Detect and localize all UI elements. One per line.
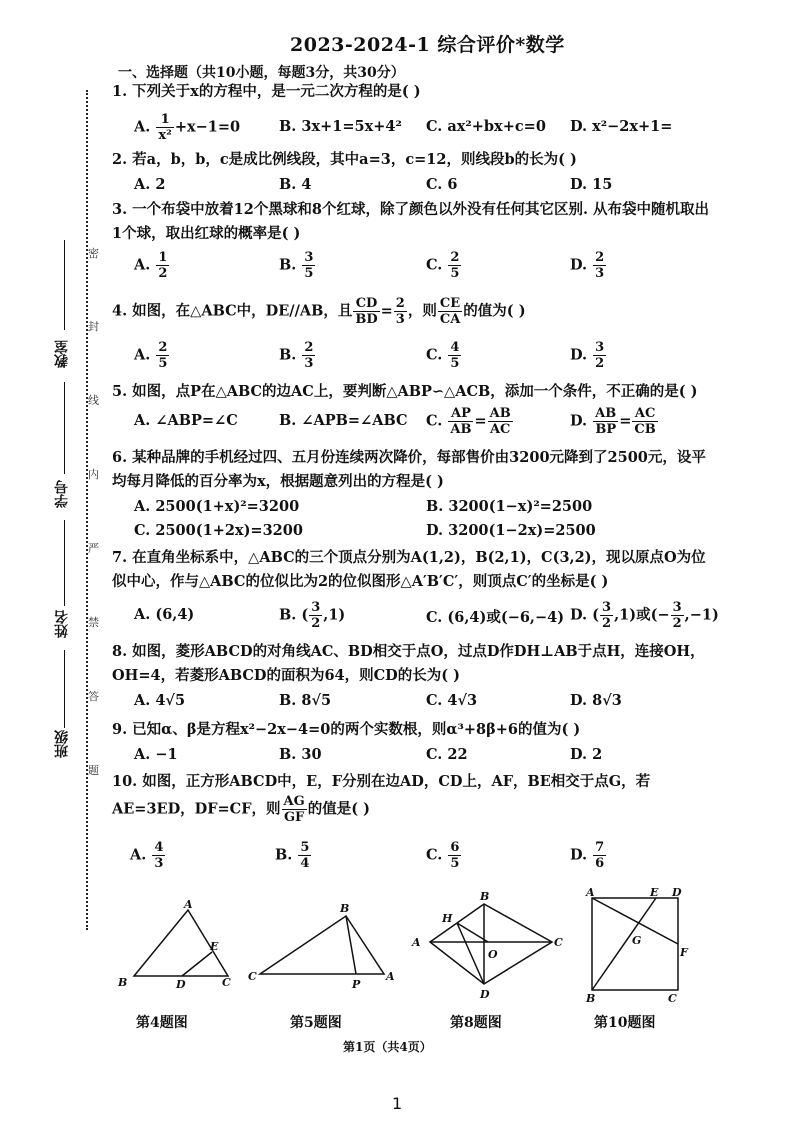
option-d[interactable]: D. 3200(1−2x)=2500 <box>426 522 596 539</box>
option-c[interactable]: C. 22 <box>426 746 468 763</box>
student-info-margin <box>40 330 90 790</box>
seal-word: 密 <box>88 247 99 260</box>
option-d[interactable]: D. 8√3 <box>570 692 622 709</box>
option-b[interactable]: B. $\frac{2}{3}$ <box>279 340 314 371</box>
question-7: 7. 在直角坐标系中，△ABC的三个顶点分别为A(1,2)，B(2,1)，C(3,2)，现以原点O为位似中心，作与△ABC的位似比为2的位似图形△A′B′C′，则顶点C′的坐标是( ) <box>112 549 706 590</box>
option-c[interactable]: C. 4√3 <box>426 692 478 709</box>
option-a[interactable]: A. 2500(1+x)²=3200 <box>134 498 300 515</box>
point-label: A <box>184 898 193 911</box>
figures-row <box>112 886 712 1010</box>
room-label: 教室 <box>54 340 70 368</box>
question-10: 10. 如图，正方形ABCD中，E，F分别在边AD，CD上，AF，BE相交于点G，若AE=3ED，DF=CF，则 $\frac{AG}{GF}$ 的值是( ) <box>112 773 651 825</box>
seal-word: 线 <box>88 394 99 407</box>
class-label: 班级 <box>54 730 70 758</box>
point-label: D <box>176 978 186 991</box>
question-1: 1. 下列关于x的方程中，是一元二次方程的是( ) <box>112 83 421 100</box>
option-d[interactable]: D. $\frac{7}{6}$ <box>570 840 605 871</box>
id-fill-line[interactable] <box>64 382 65 474</box>
point-label: E <box>210 940 219 953</box>
option-c[interactable]: C. 6 <box>426 176 458 193</box>
seal-word: 严 <box>88 542 99 555</box>
section-heading: 一、选择题（共10小题，每题3分，共30分） <box>118 65 405 81</box>
point-label: D <box>480 988 490 1001</box>
option-a[interactable]: A. ∠ABP=∠C <box>134 412 238 429</box>
option-c[interactable]: C. $\frac{AP}{AB}$ = $\frac{AB}{AC}$ <box>426 406 511 437</box>
option-b[interactable]: B. ( $\frac{3}{2}$ ,1) <box>279 600 346 631</box>
figure-10-labels <box>585 886 689 1005</box>
option-a[interactable]: A. (6,4) <box>134 606 195 623</box>
point-label: A <box>586 886 595 899</box>
option-c[interactable]: C. ax²+bx+c=0 <box>426 118 546 135</box>
option-c[interactable]: C. 2500(1+2x)=3200 <box>134 522 303 539</box>
option-d[interactable]: D. 2 <box>570 746 603 763</box>
question-9: 9. 已知α、β是方程x²−2x−4=0的两个实数根，则α³+8β+6的值为( ) <box>112 721 581 738</box>
point-label: A <box>412 936 421 949</box>
option-b[interactable]: B. $\frac{3}{5}$ <box>279 250 314 281</box>
point-label: C <box>222 976 231 989</box>
point-label: G <box>632 934 642 947</box>
point-label: B <box>340 902 350 915</box>
option-b[interactable]: B. 3x+1=5x+4² <box>279 118 402 135</box>
question-2: 2. 若a，b，b，c是成比例线段，其中a=3，c=12，则线段b的长为( ) <box>112 151 577 168</box>
option-a[interactable]: A. 4√5 <box>134 692 186 709</box>
class-fill-line[interactable] <box>64 650 65 728</box>
option-d[interactable]: D. $\frac{AB}{BP}$ = $\frac{AC}{CB}$ <box>570 406 656 437</box>
point-label: C <box>554 936 563 949</box>
option-c[interactable]: C. (6,4)或(−6,−4) <box>426 609 565 626</box>
point-label: E <box>650 886 659 899</box>
option-d[interactable]: D. $\frac{3}{2}$ <box>570 340 605 371</box>
point-label: B <box>480 890 490 903</box>
point-label: H <box>442 912 453 925</box>
point-label: C <box>248 970 257 983</box>
option-c[interactable]: C. $\frac{6}{5}$ <box>426 840 460 871</box>
point-label: C <box>668 992 677 1005</box>
option-c[interactable]: C. $\frac{2}{5}$ <box>426 250 460 281</box>
figure-4-caption: 第4题图 <box>136 1015 188 1031</box>
seal-word: 封 <box>88 320 99 333</box>
option-b[interactable]: B. 3200(1−x)²=2500 <box>426 498 593 515</box>
seal-word: 答 <box>88 690 99 703</box>
option-a[interactable]: A. $\frac{2}{5}$ <box>134 340 168 371</box>
figure-10-caption: 第10题图 <box>594 1015 656 1031</box>
point-label: B <box>586 992 596 1005</box>
option-d[interactable]: D. $\frac{2}{3}$ <box>570 250 605 281</box>
point-label: F <box>680 946 688 959</box>
question-8: 8. 如图，菱形ABCD的对角线AC、BD相交于点O，过点D作DH⊥AB于点H，连接OH，OH=4，若菱形ABCD的面积为64，则CD的长为( ) <box>112 643 705 684</box>
option-d[interactable]: D. x²−2x+1= <box>570 118 673 135</box>
figure-5-caption: 第5题图 <box>290 1015 342 1031</box>
question-3: 3. 一个布袋中放着12个黑球和8个红球，除了颜色以外没有任何其它区别. 从布袋中随机取出1个球，取出红球的概率是( ) <box>112 201 710 242</box>
figure-8-caption: 第8题图 <box>450 1015 502 1031</box>
figure-5-labels <box>248 902 395 991</box>
point-label: P <box>352 978 361 991</box>
question-4: 4. 如图，在△ABC中，DE//AB，且 $\frac{CD}{BD}$ = $\frac{2}{3}$ ，则 $\frac{CE}{CA}$ 的值为( ) <box>112 296 526 327</box>
page-footer: 第1页（共4页） <box>343 1040 432 1054</box>
question-5: 5. 如图，点P在△ABC的边AC上，要判断△ABP∽△ACB，添加一个条件，不正确的是( ) <box>112 383 698 400</box>
option-a[interactable]: A. $\frac{4}{3}$ <box>130 840 164 871</box>
option-a[interactable]: A. $\frac{1}{\text{x²}}$ +x−1=0 <box>134 112 241 143</box>
option-b[interactable]: B. 30 <box>279 746 322 763</box>
point-label: A <box>386 970 395 983</box>
option-c[interactable]: C. $\frac{4}{5}$ <box>426 340 460 371</box>
seal-word: 内 <box>88 468 99 481</box>
page-title: 2023-2024-1 综合评价*数学 <box>290 34 565 56</box>
figure-5 <box>260 916 384 974</box>
option-a[interactable]: A. −1 <box>134 746 178 763</box>
page-number: 1 <box>392 1094 403 1113</box>
figure-4-labels <box>117 898 231 991</box>
option-b[interactable]: B. 8√5 <box>279 692 332 709</box>
name-label: 姓名 <box>54 610 70 638</box>
option-b[interactable]: B. 4 <box>279 176 312 193</box>
option-b[interactable]: B. $\frac{5}{4}$ <box>275 840 310 871</box>
point-label: O <box>488 948 498 961</box>
seal-word: 禁 <box>88 616 99 629</box>
name-fill-line[interactable] <box>64 520 65 606</box>
seal-word: 题 <box>88 764 99 777</box>
point-label: D <box>672 886 682 899</box>
option-d[interactable]: D. ( $\frac{3}{2}$ ,1)或(− $\frac{3}{2}$ ,−1) <box>570 600 719 631</box>
option-a[interactable]: A. 2 <box>134 176 166 193</box>
option-d[interactable]: D. 15 <box>570 176 613 193</box>
option-b[interactable]: B. ∠APB=∠ABC <box>279 412 408 429</box>
question-6: 6. 某种品牌的手机经过四、五月份连续两次降价，每部售价由3200元降到了2500元，设平均每月降低的百分率为x，根据题意列出的方程是( ) <box>112 449 706 490</box>
room-fill-line[interactable] <box>64 240 65 330</box>
option-a[interactable]: A. $\frac{1}{2}$ <box>134 250 168 281</box>
point-label: B <box>118 976 128 989</box>
id-label: 学号 <box>54 480 70 508</box>
